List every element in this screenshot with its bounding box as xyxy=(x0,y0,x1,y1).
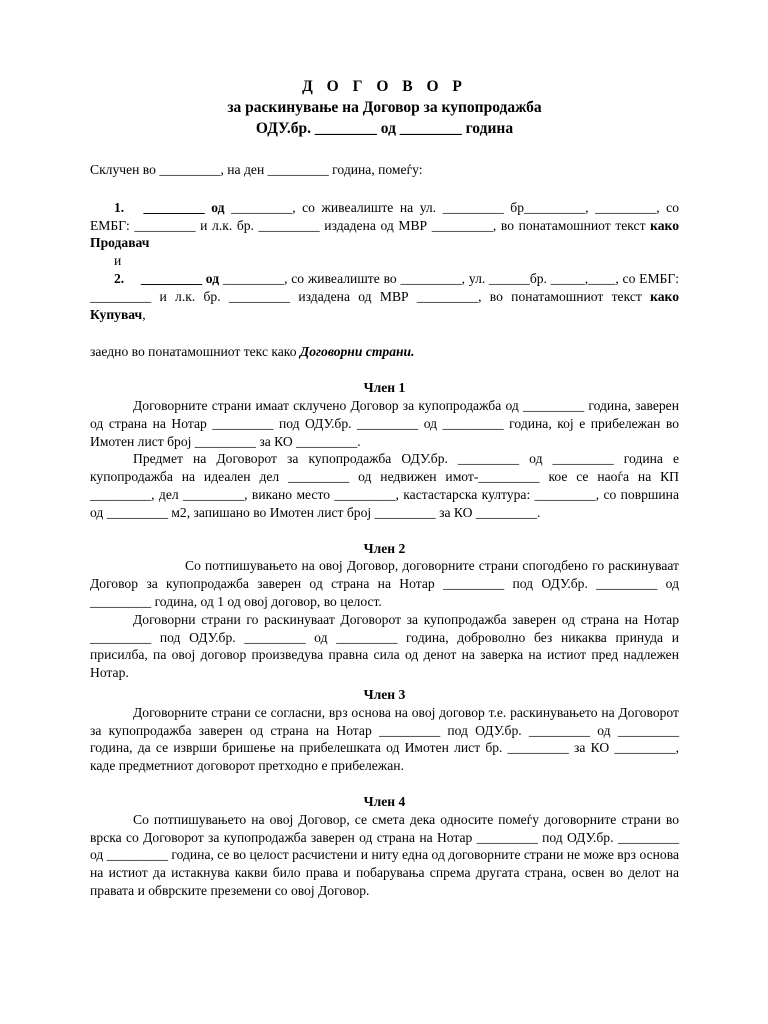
document-number-line: ОДУ.бр. ________ од ________ година xyxy=(255,120,514,137)
party-1 xyxy=(90,199,679,252)
party-1-number: 1. xyxy=(114,199,125,215)
intro-line: Склучен во _________, на ден _________ година, помеѓу: xyxy=(90,162,423,177)
article-1-heading: Член 1 xyxy=(363,380,406,396)
party-1-role: како Продавач xyxy=(90,217,679,251)
party-1-name: _________ xyxy=(143,199,205,215)
article-2-heading: Член 2 xyxy=(363,540,406,556)
party-2-number: 2. xyxy=(114,270,125,286)
parties-definition-term: Договорни страни. xyxy=(299,344,415,360)
parties-definition-text: заедно во понатамошниот текс како xyxy=(90,344,300,360)
article-4-heading: Член 4 xyxy=(363,793,406,809)
conjunction: и xyxy=(114,253,122,269)
article-1-paragraph-2: Предмет на Договорот за купопродажба ОДУ.бр. _________ од _________ година е купопродажба на идеален дел _________ од недвижен имот-_________ кое се наоѓа на КП _________, дел _________, викано место _________, кастастарска култура: _________, со површина од _________ м2, запишано во Имотен лист број _________ за КО _________. xyxy=(90,451,679,520)
party-2-details: _________, со живеалиште во _________, ул. ______бр. _____,____, со ЕМБГ: _________ и л.к. бр. _________ издадена од МВР _________, во понатамошниот текст xyxy=(90,270,679,304)
party-2-role: како Купувач xyxy=(90,288,679,322)
party-1-od: од xyxy=(211,199,225,215)
party-2-od: од xyxy=(205,270,220,286)
party-1-details: _________, со живеалиште на ул. _________ бр_________, _________, со ЕМБГ: _________ и л.к. бр. _________ издадена од МВР _________, во понатамошниот текст xyxy=(90,199,679,233)
article-1-paragraph-1: Договорните страни имаат склучено Договор за купопродажба од _________ година, заверен од страна на Нотар _________ под ОДУ.бр. _________ од _________ година, кој е прибележан во Имотен лист број _________ за КО _________. xyxy=(90,397,679,449)
party-2-name: _________ xyxy=(140,270,202,286)
party-2 xyxy=(90,270,679,323)
article-2-paragraph-2: Договорни страни го раскинуваат Договорот за купопродажба заверен од страна на Нотар _________ под ОДУ.бр. _________ од _________ година, доброволно без никаква принуда и присилба, па овој договор произведува правна сила од денот на заверка на истиот пред надлежен Нотар. xyxy=(90,611,679,681)
document-subtitle: за раскинување на Договор за купопродажба xyxy=(227,99,542,116)
article-3-paragraph-1: Договорните страни се согласни, врз основа на овој договор т.е. раскинувањето на Договорот за купопродажба заверен од страна на Нотар _________ под ОДУ.бр. _________ од _________ година, да се изврши бришење на прибелешката од Имотен лист бр. _________ за КО _________, каде предметниот договорот претходно е прибележан. xyxy=(90,704,679,774)
parties-definition xyxy=(90,343,679,361)
article-4-paragraph-1: Со потпишувањето на овој Договор, се смета дека односите помеѓу договорните страни во врска со Договорот за купопродажба заверен од страна на Нотар _________ под ОДУ.бр. _________ од _________ година, се во целост расчистени и ниту една од договорните страни не може врз основа на истиот да истакнува какви било права и побарувања спрема другата страна, освен во делот на правата и обврските преземени со овој Договор. xyxy=(90,811,679,898)
party-2-role-tail: , xyxy=(142,306,146,322)
article-2-paragraph-1: Со потпишувањето на овој Договор, договорните страни спогодбено го раскинуваат Договор за купопродажба заверен од страна на Нотар _________ под ОДУ.бр. _________ од _________ година, од 1 од овој договор, во целост. xyxy=(90,558,679,609)
document-title: Д О Г О В О Р xyxy=(302,78,467,95)
article-3-heading: Член 3 xyxy=(363,686,406,702)
